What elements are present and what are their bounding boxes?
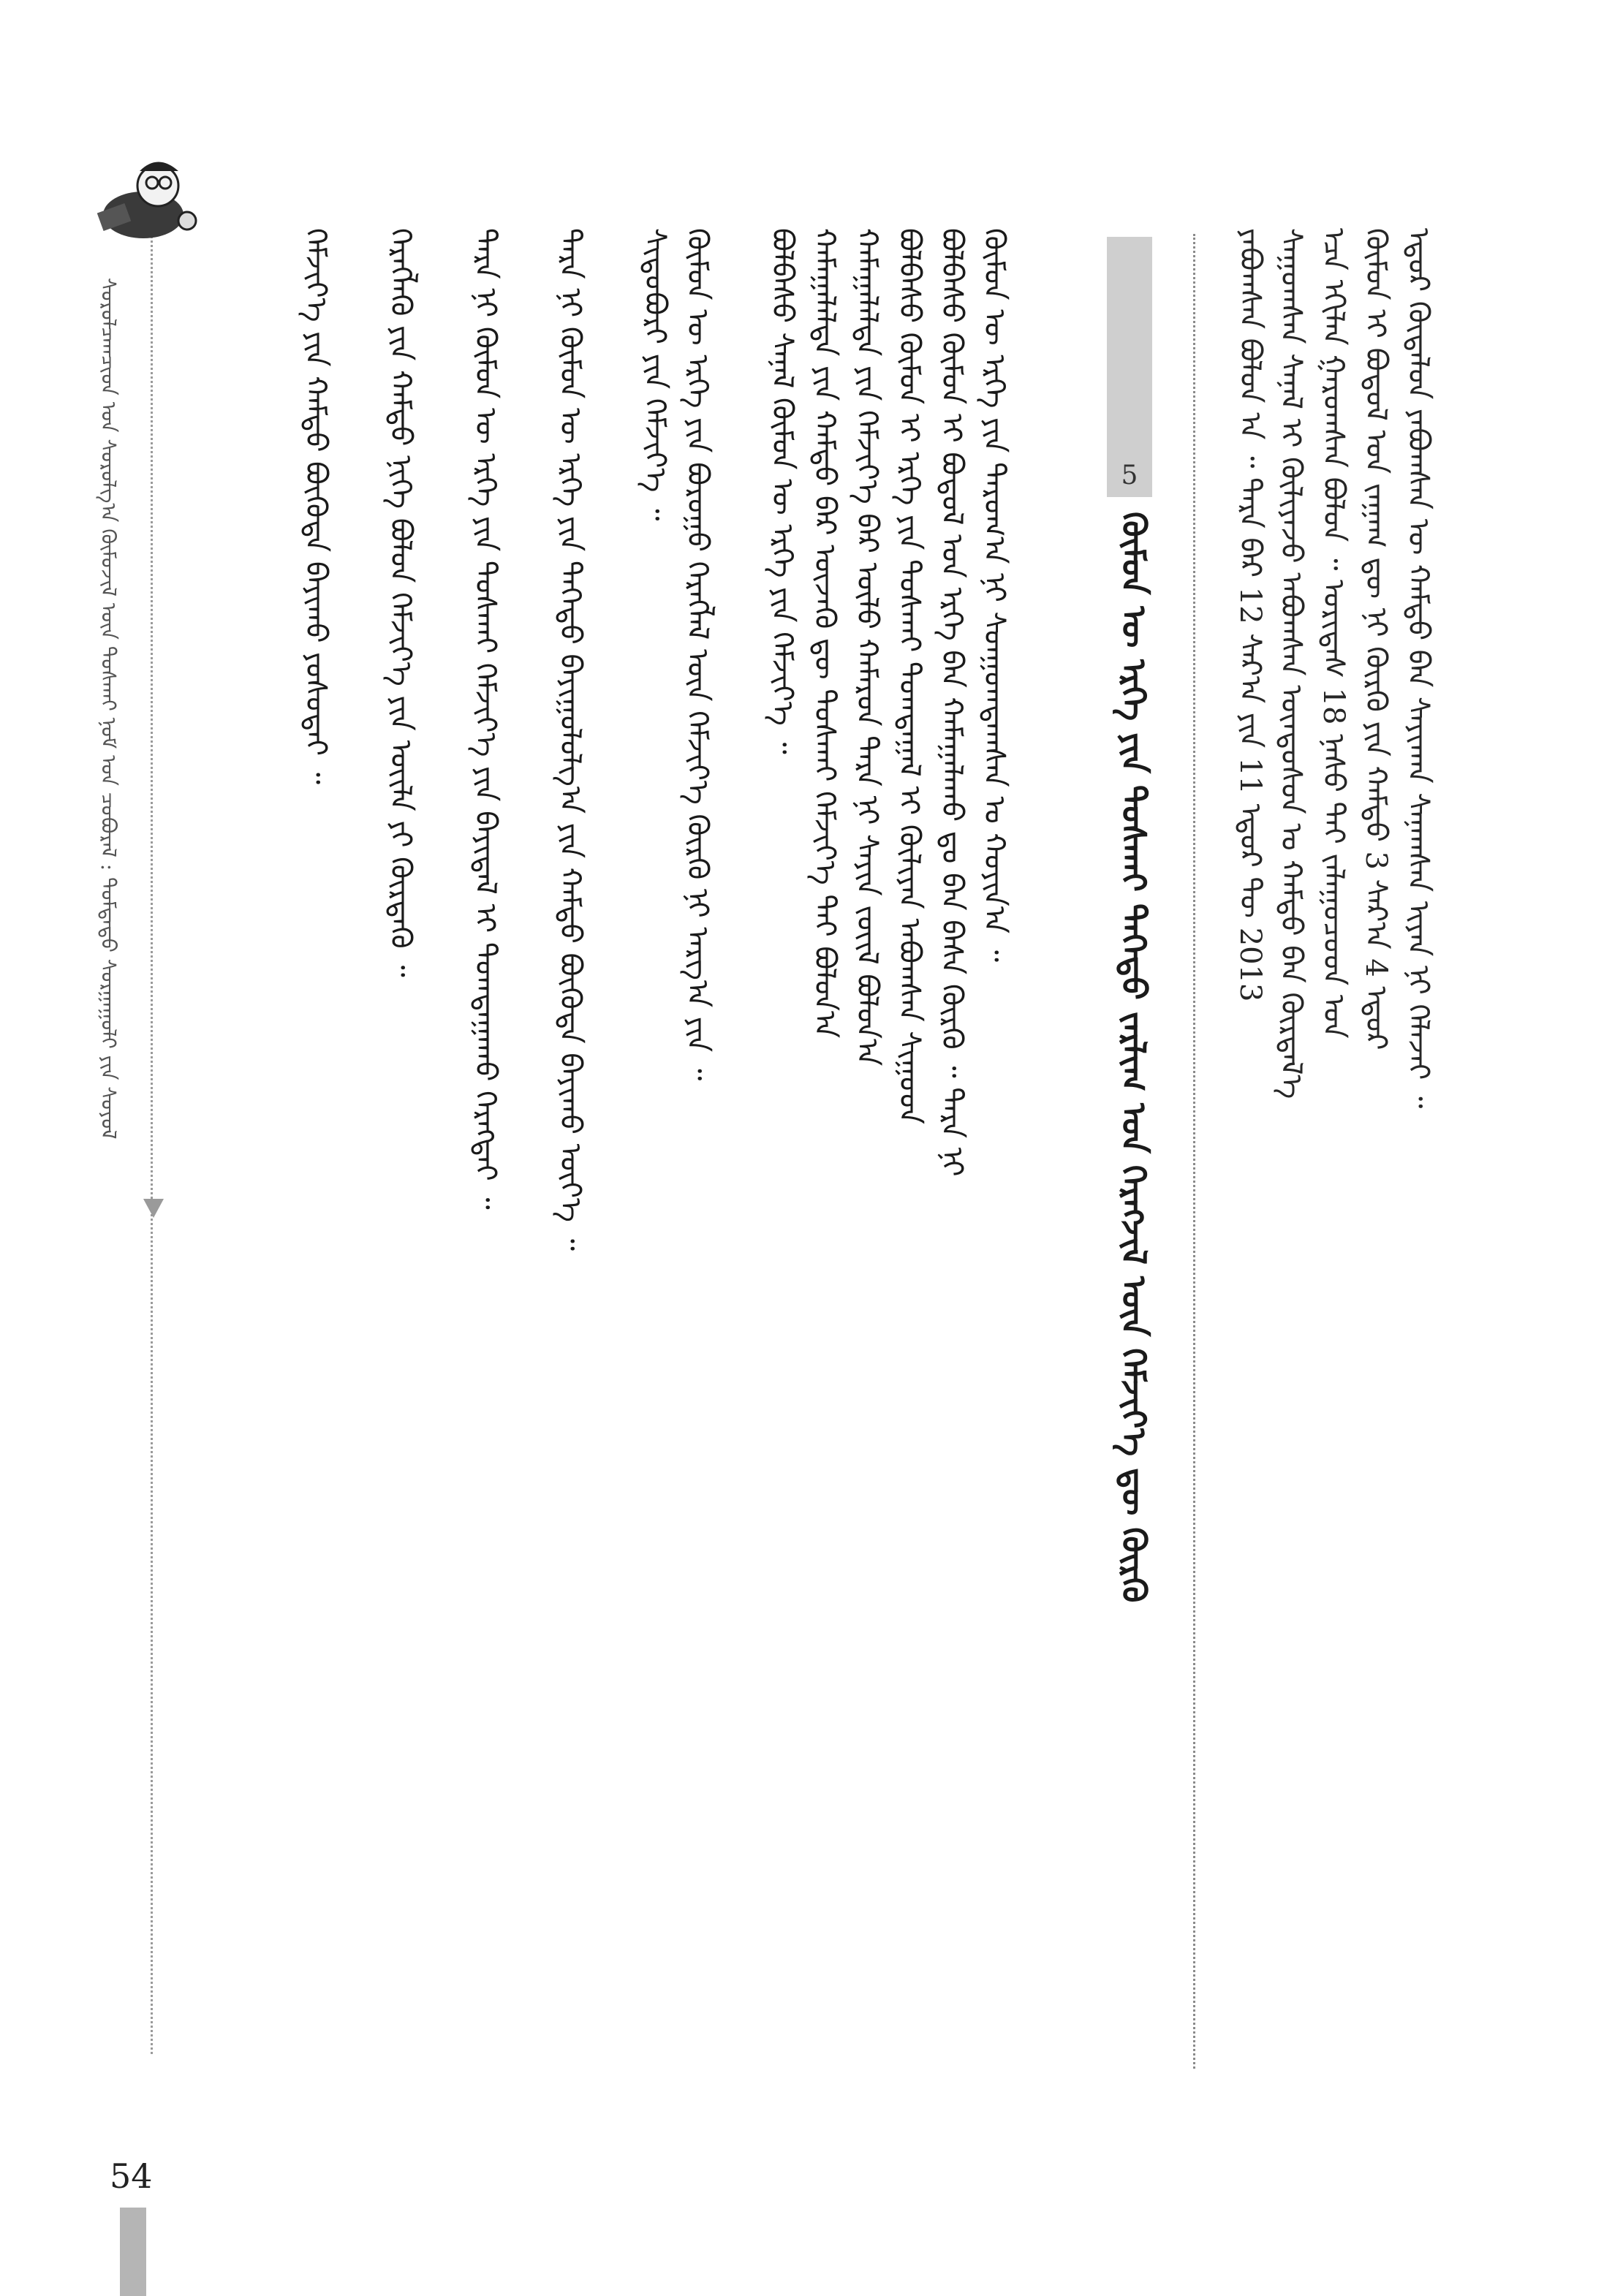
body-line-10: ᠲᠡᠷᠡ ᠨᠢ ᠬᠦᠮᠦᠨ ᠦ ᠡᠷᠬᠡ ᠶᠢᠨ ᠲᠤᠰᠬᠠᠢ ᠬᠡᠮᠵᠢᠶ᠎ᠡ ᠶᠢᠨ ᠪᠠᠶᠢᠳᠠᠯ ᠢ ᠲᠣᠭᠲᠠᠭᠠᠬᠤ ᠬᠡᠷᠡᠭᠲᠡᠢ ᠃ [469, 228, 502, 1210]
student-mascot-icon [70, 134, 216, 281]
top-text-line-5: ᠶᠠᠪᠤᠭᠰᠠᠨ ᠪᠣᠯᠤᠨ ᠠ ᠃ ᠲᠡᠷᠡ ᠪᠡᠷ 12 ᠰᠠᠷ᠎ᠠ ᠶᠢᠨ 11 ᠡᠳᠦᠷ ᠲᠦ 2013 [1233, 228, 1267, 1002]
body-line-2: ᠪᠣᠯᠪᠠᠰᠤ ᠬᠥᠮᠦᠨ ᠢ ᠪᠣᠳᠣᠯ ᠤᠨ ᠡᠷᠬᠡ ᠪᠡᠨ ᠬᠠᠮᠠᠭᠠᠯᠠᠬᠤ ᠳᠤ ᠪᠡᠨ ᠪᠠᠰᠠ ᠬᠦᠷᠬᠦ ᠃ ᠲᠡᠷᠡ ᠨᠢ [935, 228, 969, 1177]
top-text-line-2: ᠬᠥᠮᠦᠨ ᠢ ᠪᠣᠳᠣᠯ ᠤᠨ ᠵᠠᠭᠠᠭ ᠳᠦ ᠨᠢ ᠬᠦᠷᠬᠦ ᠶᠢᠨ ᠬᠠᠮᠲᠤ 3 ᠰᠠᠷ᠎ᠠ 4 ᠡᠳᠦᠷ [1359, 228, 1393, 1050]
running-footer: ᠰᠤᠷᠤᠯᠴᠠᠭᠴᠢᠳ ᠤᠨ ᠰᠤᠷᠤᠯᠭ᠎ᠠ ᠬᠥᠮᠦᠵᠢᠯ ᠦᠨ ᠲᠤᠰᠬᠠᠢ ᠨᠣᠮ ᠤᠨ ᠴᠤᠪᠤᠷᠠᠯ : ᠳᠤᠮᠳᠠᠳᠤ ᠰᠤᠷᠭᠠᠭᠤᠯᠢ ᠶᠢᠨ ᠰᠣᠶᠤᠯ [97, 278, 121, 1140]
body-line-7: ᠬᠦᠮᠦᠨ ᠦ ᠡᠷᠬᠡ ᠶᠢᠨ ᠪᠤᠷᠤᠭᠤ ᠬᠡᠷᠡᠭᠯᠡᠯ ᠦᠨ ᠬᠡᠮᠵᠢᠶ᠎ᠡ ᠬᠦᠷᠬᠦ ᠨᠢ ᠠᠷᠭ᠎ᠠ ᠶᠢᠨ ᠃ [681, 228, 714, 1081]
body-line-6: ᠪᠣᠯᠪᠠᠰᠤ ᠰᠠᠨᠠᠯ ᠬᠦᠮᠦᠨ ᠦ ᠡᠷᠬᠡ ᠶᠢᠨ ᠬᠡᠮᠵᠢᠶ᠎ᠡ ᠃ [765, 228, 799, 754]
top-text-line-1: ᠡᠳᠦᠷ ᠬᠥᠲᠡᠯᠦᠨ ᠶᠠᠪᠤᠭᠰᠠᠨ ᠦ ᠬᠠᠮᠲᠤ ᠪᠠᠨ ᠰᠠᠶᠢᠬᠠᠨ ᠰᠠᠨᠠᠭᠰᠠᠨ ᠢᠶᠡᠨ ᠨᠢ ᠬᠡᠯᠡᠵᠡᠢ ᠃ [1401, 228, 1435, 1109]
heading-number-bar [1107, 237, 1152, 497]
body-line-4: ᠬᠠᠮᠠᠭᠠᠯᠠᠯᠲᠠ ᠶᠢᠨ ᠬᠡᠮᠵᠢᠶ᠎ᠡ ᠪᠡᠷ ᠦᠯᠦ ᠬᠠᠮᠠᠷᠤᠨ ᠲᠡᠷᠡ ᠨᠢ ᠰᠠᠶᠢᠨ ᠵᠦᠢᠯ ᠪᠣᠯᠤᠨ᠎ᠠ [850, 228, 884, 1066]
page-number: 54 [110, 2156, 153, 2196]
body-line-5: ᠬᠠᠮᠠᠭᠠᠯᠠᠯᠲᠠ ᠶᠢᠨ ᠬᠠᠮᠲᠤ ᠪᠡᠷ ᠦᠵᠡᠬᠦ ᠳᠦ ᠲᠤᠰᠬᠠᠢ ᠬᠡᠮᠵᠢᠶ᠎ᠡ ᠲᠠᠢ ᠪᠣᠯᠤᠨ᠎ᠠ [808, 228, 841, 1039]
section-separator [1193, 234, 1195, 2069]
body-line-1: ᠬᠦᠮᠦᠨ ᠦ ᠡᠷᠬᠡ ᠶᠢᠨ ᠳᠠᠷᠤᠭ᠎ᠠ ᠨᠢ ᠰᠣᠨᠭᠤᠭᠳᠠᠭᠰᠠᠨ ᠤ ᠬᠣᠶᠢᠨ᠎ᠠ ᠃ [977, 228, 1011, 963]
body-line-12: ᠬᠡᠮᠵᠢᠶ᠎ᠡ ᠶᠢᠨ ᠬᠠᠮᠲᠤ ᠪᠦᠭᠦᠳᠡ ᠪᠠᠶᠢᠬᠤ ᠶᠣᠰᠣᠲᠠᠢ ᠃ [299, 228, 333, 785]
body-line-11: ᠬᠡᠷᠡᠭᠯᠡᠬᠦ ᠶᠢᠨ ᠬᠠᠮᠲᠤ ᠨᠢᠭᠡ ᠪᠣᠯᠤᠨ ᠬᠡᠮᠵᠢᠶ᠎ᠡ ᠶᠢᠨ ᠦᠢᠯᠡ ᠶᠢ ᠬᠦᠷᠲᠡᠬᠦ ᠃ [384, 228, 417, 977]
top-text-line-3: ᠡᠴᠡ ᠡᠬᠢᠯᠡᠨ ᠭᠠᠷᠤᠭᠰᠠᠨ ᠪᠣᠯᠣᠨ ᠃ ᠤᠷᠢᠳᠠᠰ 18 ᠨᠠᠰᠤ ᠲᠠᠢ ᠵᠠᠯᠠᠭᠤᠴᠤᠳ ᠤᠨ [1317, 228, 1350, 1039]
body-line-9: ᠲᠡᠷᠡ ᠨᠢ ᠬᠦᠮᠦᠨ ᠦ ᠡᠷᠬᠡ ᠶᠢᠨ ᠳᠡᠭᠡᠳᠦ ᠪᠠᠶᠢᠭᠤᠯᠤᠯᠭ᠎ᠠ ᠶᠢᠨ ᠬᠠᠮᠲᠤ ᠪᠦᠭᠦᠳᠡ ᠪᠠᠶᠢᠬᠤ ᠦᠶ᠎ᠡ ᠃ [553, 228, 587, 1251]
body-line-8: ᠰᠢᠳᠤᠪᠦᠷᠢ ᠶᠢᠨ ᠬᠡᠮᠵᠢᠶ᠎ᠡ ᠃ [638, 228, 672, 521]
footer-rule [151, 219, 153, 2054]
page-edge-tab [120, 2208, 146, 2296]
heading-number: 5 [1121, 461, 1138, 490]
footer-arrow-icon [143, 1199, 164, 1218]
top-text-line-4: ᠰᠠᠭᠤᠭᠰᠠᠨ ᠰᠠᠨᠠᠯ ᠢ ᠬᠦᠯᠢᠶᠡᠵᠦ ᠠᠪᠤᠭᠰᠠᠨ ᠦᠨᠳᠦᠰᠦᠨ ᠤ ᠬᠠᠮᠲᠤ ᠪᠡᠨ ᠬᠦᠷᠲᠡᠯ᠎ᠡ [1274, 228, 1308, 1099]
heading-title: ᠬᠥᠮᠦᠨ ᠦ ᠡᠷᠬᠡ ᠶᠢᠨ ᠲᠤᠰᠬᠠᠢ ᠳᠡᠭᠡᠳᠦ ᠵᠠᠷᠯᠢᠭ ᠤᠨ ᠬᠡᠷᠡᠭᠵᠢᠯ ᠦᠨ ᠬᠡᠮᠵᠢᠶ᠎ᠡ ᠳᠦ ᠬᠦᠷᠬᠦ [1114, 512, 1154, 1603]
body-line-3: ᠪᠣᠯᠪᠠᠰᠤ ᠬᠥᠮᠦᠨ ᠢ ᠡᠷᠬᠡ ᠶᠢᠨ ᠲᠤᠰᠬᠠᠢ ᠲᠣᠭᠲᠠᠭᠠᠯ ᠢ ᠬᠦᠯᠢᠶᠡᠨ ᠠᠪᠤᠭᠰᠠᠨ ᠰᠢᠭᠤᠳ [893, 228, 926, 1124]
